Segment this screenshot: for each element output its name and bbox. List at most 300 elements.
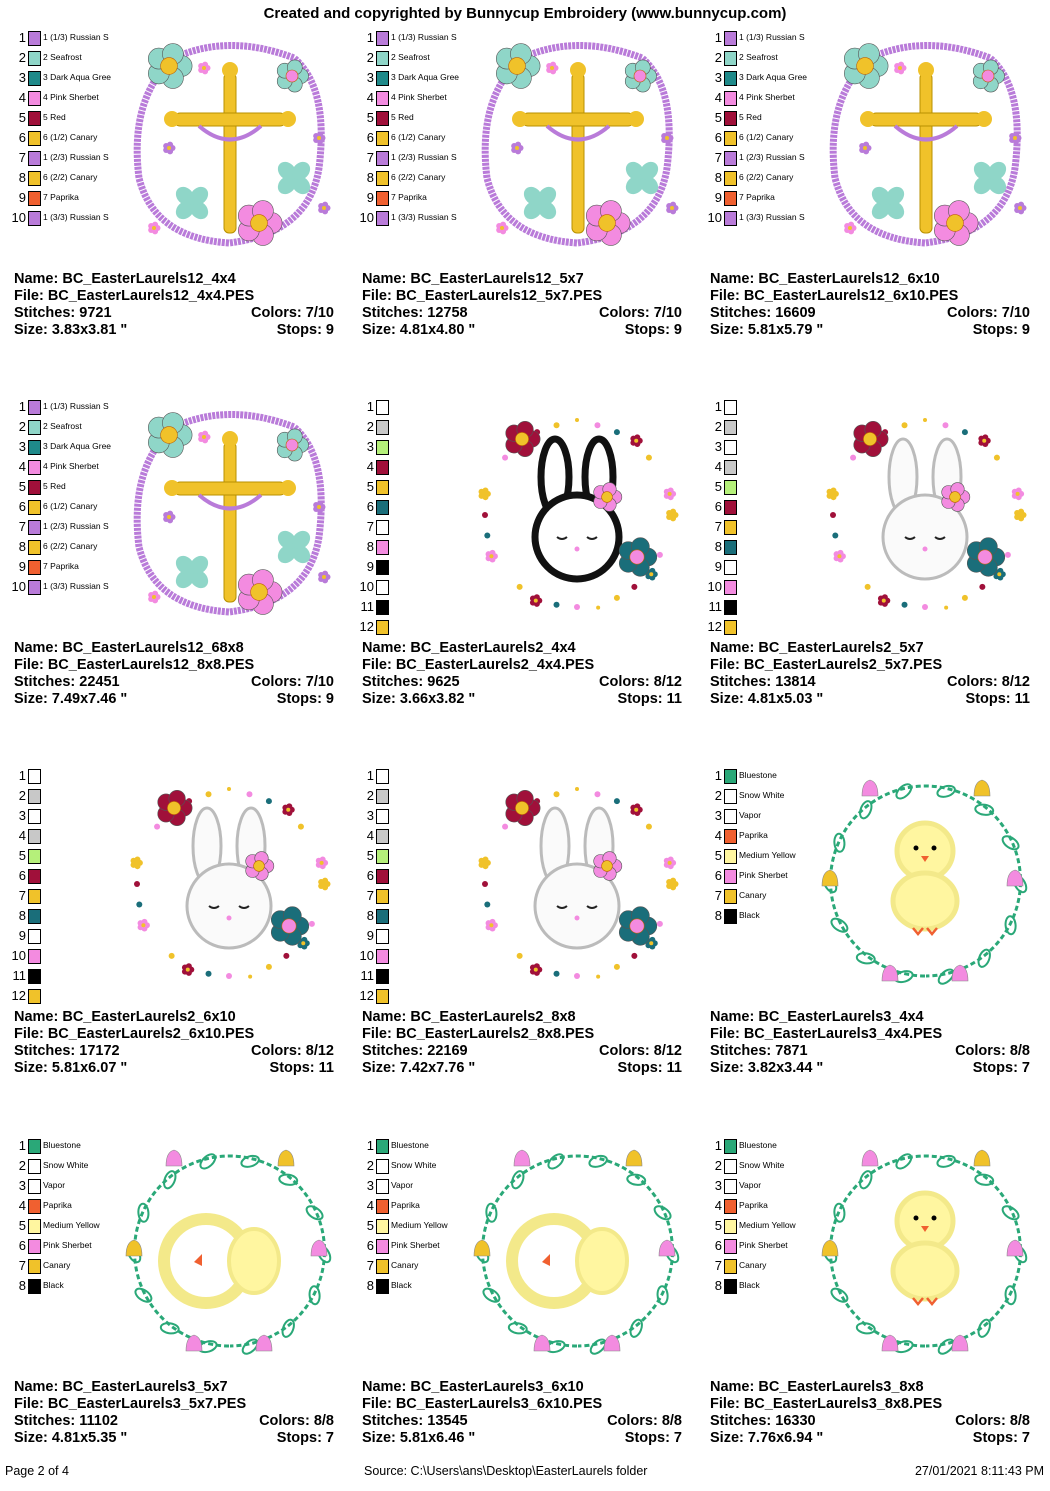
- color-swatch: [724, 809, 737, 824]
- thread-name: 2 Seafrost: [43, 52, 82, 62]
- color-swatch: [376, 1279, 389, 1294]
- thread-name: Medium Yellow: [739, 1220, 796, 1230]
- color-swatch: [28, 540, 41, 555]
- info-row: [710, 640, 1030, 657]
- thread-name: Canary: [739, 1260, 767, 1270]
- design-file: File: BC_EasterLaurels3_4x4.PES: [710, 1026, 943, 1042]
- thread-index: 1: [366, 768, 374, 783]
- thread-color-row: [14, 28, 114, 48]
- color-swatch: [28, 171, 41, 186]
- color-swatch: [724, 1219, 737, 1234]
- design-preview-image: [462, 28, 692, 258]
- color-swatch: [376, 480, 389, 495]
- thread-color-row: [14, 886, 114, 906]
- thread-index: 2: [714, 1158, 722, 1173]
- color-swatch: [28, 151, 41, 166]
- thread-color-row: [710, 68, 810, 88]
- thread-index: 6: [18, 499, 26, 514]
- thread-name: Vapor: [43, 1180, 66, 1190]
- thread-index: 2: [714, 788, 722, 803]
- info-row: [362, 1043, 682, 1060]
- thread-index: 3: [714, 439, 722, 454]
- thread-index: 9: [366, 559, 374, 574]
- color-swatch: [724, 171, 737, 186]
- color-swatch: [28, 480, 41, 495]
- thread-index: 1: [18, 30, 26, 45]
- info-row: [362, 657, 682, 674]
- thread-index: 6: [18, 868, 26, 883]
- thread-index: 1: [714, 399, 722, 414]
- stitch-count: Stitches: 22451: [14, 674, 120, 690]
- thread-color-row: [359, 946, 462, 966]
- design-size: Size: 4.81x5.35 ": [14, 1430, 128, 1446]
- thread-color-row: [707, 617, 810, 637]
- design-size: Size: 7.76x6.94 ": [710, 1430, 824, 1446]
- color-count: Colors: 8/12: [947, 674, 1030, 690]
- stitch-count: Stitches: 13545: [362, 1413, 468, 1429]
- thread-color-row: [362, 108, 462, 128]
- color-swatch: [376, 789, 389, 804]
- thread-color-row: [11, 208, 114, 228]
- thread-name: 7 Paprika: [391, 192, 427, 202]
- color-swatch: [724, 91, 737, 106]
- thread-index: 8: [714, 908, 722, 923]
- thread-name: Canary: [43, 1260, 71, 1270]
- thread-color-row: [14, 48, 114, 68]
- thread-name: Bluestone: [43, 1140, 81, 1150]
- thread-color-row: [14, 806, 114, 826]
- thread-name: Snow White: [739, 790, 785, 800]
- thread-index: 2: [18, 788, 26, 803]
- color-swatch: [28, 909, 41, 924]
- info-row: [362, 322, 682, 339]
- thread-index: 7: [714, 1258, 722, 1273]
- design-file: File: BC_EasterLaurels12_6x10.PES: [710, 288, 959, 304]
- design-preview-image: [114, 28, 344, 258]
- thread-color-row: [14, 1156, 114, 1176]
- thread-name: Paprika: [43, 1200, 72, 1210]
- thread-name: 4 Pink Sherbet: [739, 92, 795, 102]
- info-row: [710, 674, 1030, 691]
- stitch-count: Stitches: 16330: [710, 1413, 816, 1429]
- thread-name: 7 Paprika: [43, 561, 79, 571]
- thread-color-row: [359, 986, 462, 1006]
- color-swatch: [28, 500, 41, 515]
- color-swatch: [376, 500, 389, 515]
- thread-color-row: [710, 188, 810, 208]
- page-header: Created and copyrighted by Bunnycup Embroidery (www.bunnycup.com): [263, 5, 787, 22]
- design-info: [362, 1379, 682, 1447]
- color-swatch: [724, 540, 737, 555]
- color-count: Colors: 8/12: [251, 1043, 334, 1059]
- thread-color-row: [707, 577, 810, 597]
- color-swatch: [724, 1279, 737, 1294]
- thread-name: Paprika: [391, 1200, 420, 1210]
- thread-color-row: [14, 128, 114, 148]
- info-row: [710, 271, 1030, 288]
- thread-color-row: [710, 826, 810, 846]
- thread-color-row: [362, 437, 462, 457]
- color-swatch: [376, 929, 389, 944]
- thread-color-row: [362, 826, 462, 846]
- color-swatch: [376, 460, 389, 475]
- thread-index: 11: [708, 599, 722, 614]
- thread-index: 5: [18, 479, 26, 494]
- design-name: Name: BC_EasterLaurels3_4x4: [710, 1009, 924, 1025]
- thread-name: Black: [739, 1280, 760, 1290]
- thread-index: 9: [18, 190, 26, 205]
- design-name: Name: BC_EasterLaurels12_5x7: [362, 271, 584, 287]
- thread-index: 4: [366, 90, 374, 105]
- thread-color-row: [362, 1196, 462, 1216]
- thread-index: 6: [714, 499, 722, 514]
- thread-index: 4: [714, 90, 722, 105]
- info-row: [710, 1413, 1030, 1430]
- thread-index: 6: [18, 1238, 26, 1253]
- design-info: [710, 640, 1030, 708]
- design-name: Name: BC_EasterLaurels2_5x7: [710, 640, 924, 656]
- info-row: [14, 305, 334, 322]
- thread-index: 8: [366, 908, 374, 923]
- thread-index: 6: [714, 868, 722, 883]
- thread-color-row: [710, 1256, 810, 1276]
- thread-color-row: [362, 517, 462, 537]
- thread-index: 4: [18, 90, 26, 105]
- color-swatch: [724, 400, 737, 415]
- thread-index: 1: [366, 399, 374, 414]
- color-swatch: [28, 889, 41, 904]
- thread-color-row: [14, 457, 114, 477]
- design-name: Name: BC_EasterLaurels12_68x8: [14, 640, 244, 656]
- color-swatch: [724, 71, 737, 86]
- thread-color-row: [362, 537, 462, 557]
- color-swatch: [376, 1179, 389, 1194]
- thread-index: 8: [714, 1278, 722, 1293]
- thread-color-row: [362, 906, 462, 926]
- color-swatch: [724, 191, 737, 206]
- thread-index: 3: [366, 1178, 374, 1193]
- design-info: [14, 1379, 334, 1447]
- color-count: Colors: 7/10: [947, 305, 1030, 321]
- thread-color-row: [14, 866, 114, 886]
- thread-color-row: [14, 417, 114, 437]
- design-preview-image: [462, 1136, 692, 1366]
- thread-index: 3: [18, 70, 26, 85]
- thread-index: 2: [18, 1158, 26, 1173]
- info-row: [14, 1009, 334, 1026]
- color-swatch: [724, 111, 737, 126]
- thread-index: 8: [18, 539, 26, 554]
- design-card: [359, 766, 702, 1121]
- design-info: [710, 1009, 1030, 1077]
- thread-index: 7: [366, 519, 374, 534]
- thread-color-row: [362, 966, 462, 986]
- design-card: [11, 397, 354, 752]
- thread-color-row: [710, 48, 810, 68]
- thread-name: Vapor: [739, 1180, 762, 1190]
- thread-index: 12: [359, 988, 374, 1003]
- thread-index: 2: [366, 419, 374, 434]
- thread-index: 6: [714, 1238, 722, 1253]
- thread-color-row: [710, 28, 810, 48]
- thread-color-list: [710, 1136, 810, 1296]
- thread-name: Medium Yellow: [391, 1220, 448, 1230]
- design-info: [710, 271, 1030, 339]
- thread-color-row: [710, 417, 810, 437]
- thread-index: 2: [366, 1158, 374, 1173]
- thread-color-row: [362, 168, 462, 188]
- color-swatch: [28, 1179, 41, 1194]
- thread-color-row: [362, 1176, 462, 1196]
- thread-color-row: [362, 88, 462, 108]
- info-row: [14, 1043, 334, 1060]
- info-row: [14, 1413, 334, 1430]
- info-row: [14, 674, 334, 691]
- stop-count: Stops: 11: [269, 1060, 334, 1076]
- thread-color-row: [362, 128, 462, 148]
- design-file: File: BC_EasterLaurels3_8x8.PES: [710, 1396, 943, 1412]
- thread-index: 3: [18, 1178, 26, 1193]
- thread-index: 1: [18, 399, 26, 414]
- stop-count: Stops: 7: [972, 1060, 1030, 1076]
- color-swatch: [28, 111, 41, 126]
- design-info: [362, 640, 682, 708]
- thread-color-row: [14, 926, 114, 946]
- info-row: [710, 1009, 1030, 1026]
- color-swatch: [28, 769, 41, 784]
- thread-index: 1: [714, 30, 722, 45]
- color-swatch: [28, 580, 41, 595]
- thread-index: 1: [366, 1138, 374, 1153]
- thread-index: 4: [366, 459, 374, 474]
- color-swatch: [28, 1199, 41, 1214]
- info-row: [362, 1060, 682, 1077]
- thread-color-list: [14, 1136, 114, 1296]
- thread-color-row: [710, 497, 810, 517]
- thread-index: 8: [714, 539, 722, 554]
- stitch-count: Stitches: 7871: [710, 1043, 808, 1059]
- color-swatch: [376, 400, 389, 415]
- color-swatch: [376, 1259, 389, 1274]
- color-swatch: [376, 71, 389, 86]
- design-preview-image: [114, 1136, 344, 1366]
- design-info: [362, 1009, 682, 1077]
- info-row: [362, 1430, 682, 1447]
- color-swatch: [28, 71, 41, 86]
- thread-name: Snow White: [43, 1160, 89, 1170]
- thread-color-row: [11, 946, 114, 966]
- thread-name: Vapor: [391, 1180, 414, 1190]
- stop-count: Stops: 9: [972, 322, 1030, 338]
- thread-color-row: [14, 108, 114, 128]
- thread-name: 6 (2/2) Canary: [739, 172, 794, 182]
- design-preview-image: [462, 766, 692, 996]
- thread-color-row: [14, 846, 114, 866]
- thread-index: 1: [18, 768, 26, 783]
- thread-color-row: [710, 108, 810, 128]
- design-name: Name: BC_EasterLaurels2_4x4: [362, 640, 576, 656]
- design-name: Name: BC_EasterLaurels12_6x10: [710, 271, 940, 287]
- thread-index: 4: [366, 828, 374, 843]
- info-row: [710, 288, 1030, 305]
- thread-name: Bluestone: [391, 1140, 429, 1150]
- color-swatch: [724, 31, 737, 46]
- thread-index: 12: [707, 619, 722, 634]
- thread-name: Bluestone: [739, 1140, 777, 1150]
- color-swatch: [28, 929, 41, 944]
- thread-name: 2 Seafrost: [391, 52, 430, 62]
- design-size: Size: 4.81x4.80 ": [362, 322, 476, 338]
- thread-color-row: [14, 1256, 114, 1276]
- color-swatch: [724, 500, 737, 515]
- color-swatch: [376, 440, 389, 455]
- design-preview-image: [810, 28, 1040, 258]
- thread-color-row: [362, 148, 462, 168]
- color-swatch: [376, 889, 389, 904]
- thread-color-row: [359, 577, 462, 597]
- stop-count: Stops: 7: [276, 1430, 334, 1446]
- design-card: [14, 1136, 354, 1491]
- color-swatch: [724, 789, 737, 804]
- thread-name: 5 Red: [391, 112, 414, 122]
- design-card: [359, 397, 702, 752]
- thread-name: 3 Dark Aqua Gree: [43, 441, 112, 451]
- thread-index: 3: [18, 439, 26, 454]
- color-swatch: [724, 849, 737, 864]
- thread-color-list: [362, 1136, 462, 1296]
- color-swatch: [28, 51, 41, 66]
- thread-index: 7: [366, 150, 374, 165]
- thread-index: 3: [714, 1178, 722, 1193]
- thread-index: 9: [366, 928, 374, 943]
- thread-color-row: [362, 457, 462, 477]
- color-count: Colors: 8/8: [955, 1043, 1030, 1059]
- thread-index: 5: [714, 848, 722, 863]
- stitch-count: Stitches: 11102: [14, 1413, 118, 1429]
- thread-name: 4 Pink Sherbet: [43, 461, 99, 471]
- thread-color-row: [710, 128, 810, 148]
- thread-index: 11: [360, 968, 374, 983]
- color-swatch: [28, 789, 41, 804]
- color-swatch: [724, 1239, 737, 1254]
- thread-color-row: [14, 168, 114, 188]
- thread-color-list: [710, 766, 810, 926]
- color-swatch: [28, 1139, 41, 1154]
- thread-name: Vapor: [739, 810, 762, 820]
- stop-count: Stops: 7: [972, 1430, 1030, 1446]
- design-name: Name: BC_EasterLaurels2_8x8: [362, 1009, 576, 1025]
- color-swatch: [28, 829, 41, 844]
- info-row: [14, 691, 334, 708]
- thread-color-row: [362, 477, 462, 497]
- thread-color-row: [14, 517, 114, 537]
- thread-color-row: [14, 826, 114, 846]
- thread-color-row: [362, 497, 462, 517]
- thread-color-row: [362, 1216, 462, 1236]
- design-preview-image: [114, 397, 344, 627]
- color-swatch: [376, 91, 389, 106]
- thread-name: 7 Paprika: [43, 192, 79, 202]
- info-row: [710, 1379, 1030, 1396]
- design-file: File: BC_EasterLaurels2_6x10.PES: [14, 1026, 255, 1042]
- stitch-count: Stitches: 17172: [14, 1043, 120, 1059]
- thread-name: Black: [739, 910, 760, 920]
- info-row: [14, 1379, 334, 1396]
- thread-color-row: [362, 557, 462, 577]
- design-info: [14, 640, 334, 708]
- thread-color-list: [359, 397, 462, 637]
- color-swatch: [724, 1179, 737, 1194]
- thread-name: 1 (1/3) Russian S: [391, 32, 457, 42]
- info-row: [14, 640, 334, 657]
- design-card: [11, 28, 354, 383]
- page-number: Page 2 of 4: [5, 1464, 69, 1478]
- color-count: Colors: 8/12: [599, 674, 682, 690]
- thread-index: 11: [12, 968, 26, 983]
- thread-name: 6 (1/2) Canary: [391, 132, 446, 142]
- thread-index: 12: [11, 988, 26, 1003]
- info-row: [362, 640, 682, 657]
- info-row: [14, 322, 334, 339]
- thread-index: 8: [18, 1278, 26, 1293]
- color-count: Colors: 7/10: [599, 305, 682, 321]
- thread-name: 3 Dark Aqua Gree: [739, 72, 808, 82]
- design-file: File: BC_EasterLaurels12_8x8.PES: [14, 657, 255, 673]
- thread-color-row: [362, 417, 462, 437]
- design-file: File: BC_EasterLaurels2_5x7.PES: [710, 657, 943, 673]
- thread-index: 10: [707, 579, 722, 594]
- thread-color-row: [14, 537, 114, 557]
- color-swatch: [376, 600, 389, 615]
- color-swatch: [28, 91, 41, 106]
- thread-color-list: [707, 28, 810, 228]
- thread-color-row: [710, 1236, 810, 1256]
- color-swatch: [28, 1259, 41, 1274]
- thread-color-row: [14, 1216, 114, 1236]
- thread-color-row: [362, 397, 462, 417]
- thread-color-row: [710, 1176, 810, 1196]
- thread-index: 6: [714, 130, 722, 145]
- color-swatch: [28, 191, 41, 206]
- design-preview-image: [810, 766, 1040, 996]
- thread-color-row: [710, 786, 810, 806]
- thread-color-row: [362, 866, 462, 886]
- thread-color-row: [710, 168, 810, 188]
- design-file: File: BC_EasterLaurels3_6x10.PES: [362, 1396, 603, 1412]
- thread-color-list: [359, 28, 462, 228]
- thread-color-row: [14, 437, 114, 457]
- design-size: Size: 5.81x5.79 ": [710, 322, 824, 338]
- design-size: Size: 7.42x7.76 ": [362, 1060, 476, 1076]
- design-file: File: BC_EasterLaurels2_8x8.PES: [362, 1026, 595, 1042]
- info-row: [710, 657, 1030, 674]
- thread-index: 5: [18, 848, 26, 863]
- color-swatch: [28, 440, 41, 455]
- thread-color-row: [362, 68, 462, 88]
- thread-name: Pink Sherbet: [43, 1240, 92, 1250]
- color-swatch: [376, 620, 389, 635]
- thread-color-row: [710, 766, 810, 786]
- thread-index: 4: [18, 1198, 26, 1213]
- thread-index: 11: [360, 599, 374, 614]
- info-row: [710, 691, 1030, 708]
- thread-index: 8: [18, 908, 26, 923]
- thread-index: 6: [366, 499, 374, 514]
- info-row: [362, 674, 682, 691]
- thread-index: 7: [714, 150, 722, 165]
- thread-color-row: [362, 1136, 462, 1156]
- stitch-count: Stitches: 16609: [710, 305, 816, 321]
